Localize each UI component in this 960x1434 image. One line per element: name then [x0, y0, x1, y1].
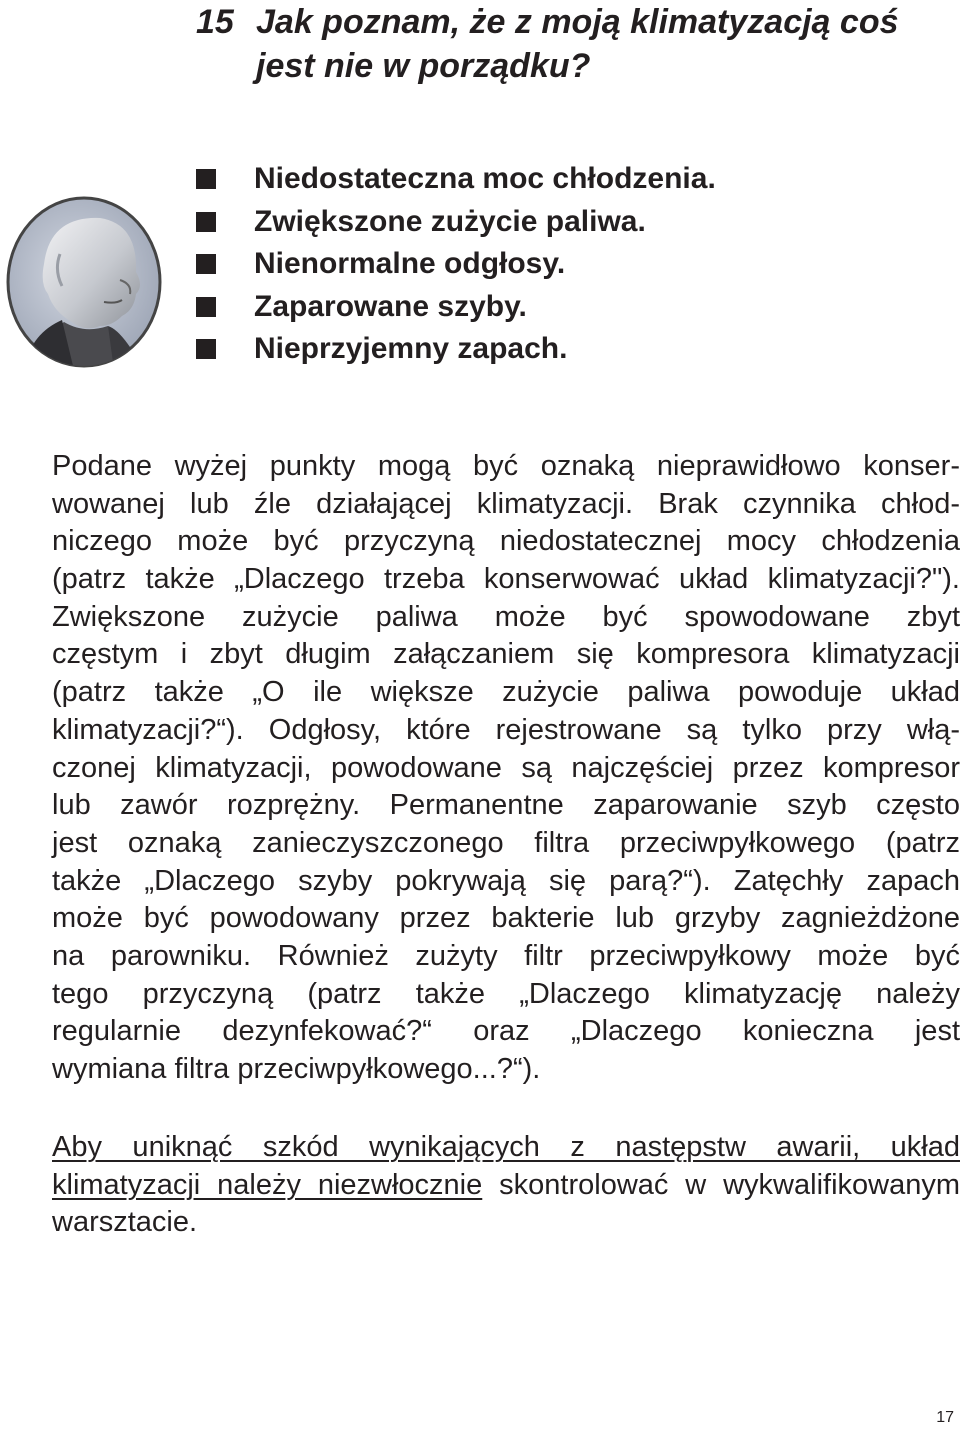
- list-item: Zwiększone zużycie paliwa.: [196, 201, 716, 244]
- list-item: Niedostateczna moc chłodzenia.: [196, 158, 716, 201]
- paragraph-line: lub zawór rozprężny. Permanentne zaparowanie szyb często: [52, 789, 960, 822]
- list-item: Nienormalne odgłosy.: [196, 243, 716, 286]
- page-number: 17: [936, 1409, 954, 1426]
- paragraph-line: wymiana filtra przeciwpyłkowego...?“).: [52, 1053, 541, 1085]
- explanation-paragraph: [52, 448, 960, 1089]
- warning-paragraph: [52, 1129, 960, 1242]
- list-item: Zaparowane szyby.: [196, 286, 716, 329]
- section-number: 15: [196, 3, 234, 41]
- warning-rest: skontrolować w wykwalifikowanym: [482, 1168, 960, 1201]
- paragraph-line: czonej klimatyzacji, powodowane są najczęściej przez kompresor: [52, 751, 960, 784]
- square-bullet-icon: [196, 169, 216, 189]
- paragraph-line: tego przyczyną (patrz także „Dlaczego klimatyzację należy: [52, 977, 960, 1010]
- paragraph-line: (patrz także „Dlaczego trzeba konserwować układ klimatyzacji?").: [52, 563, 960, 596]
- paragraph-line: regularnie dezynfekować?“ oraz „Dlaczego konieczna jest: [52, 1015, 960, 1048]
- paragraph-line: Zwiększone zużycie paliwa może być spowodowane zbyt: [52, 600, 960, 633]
- paragraph-line: jest oznaką zanieczyszczonego filtra przeciwpyłkowego (patrz: [52, 826, 960, 859]
- warning-line: [52, 1167, 960, 1205]
- paragraph-line: niczego może być przyczyną niedostatecznej mocy chłodzenia: [52, 525, 960, 558]
- paragraph-line: także „Dlaczego szyby pokrywają się parą?“). Zatęchły zapach: [52, 864, 960, 897]
- heading-line-1: Jak poznam, że z moją klimatyzacją coś: [256, 3, 899, 41]
- square-bullet-icon: [196, 297, 216, 317]
- square-bullet-icon: [196, 212, 216, 232]
- paragraph-line: może być powodowany przez bakterie lub grzyby zagnieżdżone: [52, 902, 960, 935]
- symptom-list: [196, 158, 716, 371]
- square-bullet-icon: [196, 339, 216, 359]
- paragraph-line: Podane wyżej punkty mogą być oznaką nieprawidłowo konser-: [52, 450, 960, 482]
- section-heading: [196, 0, 956, 88]
- paragraph-line: na parowniku. Również zużyty filtr przeciwpyłkowy może być: [52, 939, 960, 972]
- heading-line-2: jest nie w porządku?: [256, 47, 591, 85]
- warning-underlined-part: klimatyzacji należy niezwłocznie: [52, 1168, 483, 1201]
- list-item: Nieprzyjemny zapach.: [196, 328, 716, 371]
- paragraph-line: częstym i zbyt długim załączaniem się kompresora klimatyzacji: [52, 638, 960, 671]
- bald-man-portrait-icon: [4, 194, 164, 370]
- paragraph-line: (patrz także „O ile większe zużycie paliwa powoduje układ: [52, 676, 960, 709]
- paragraph-line: klimatyzacji?“). Odgłosy, które rejestrowane są tylko przy włą-: [52, 713, 960, 746]
- warning-line-underlined: Aby uniknąć szkód wynikających z następstw awarii, układ: [52, 1131, 960, 1163]
- square-bullet-icon: [196, 254, 216, 274]
- warning-line: warsztacie.: [52, 1206, 198, 1239]
- paragraph-line: wowanej lub źle działającej klimatyzacji. Brak czynnika chłod-: [52, 487, 960, 520]
